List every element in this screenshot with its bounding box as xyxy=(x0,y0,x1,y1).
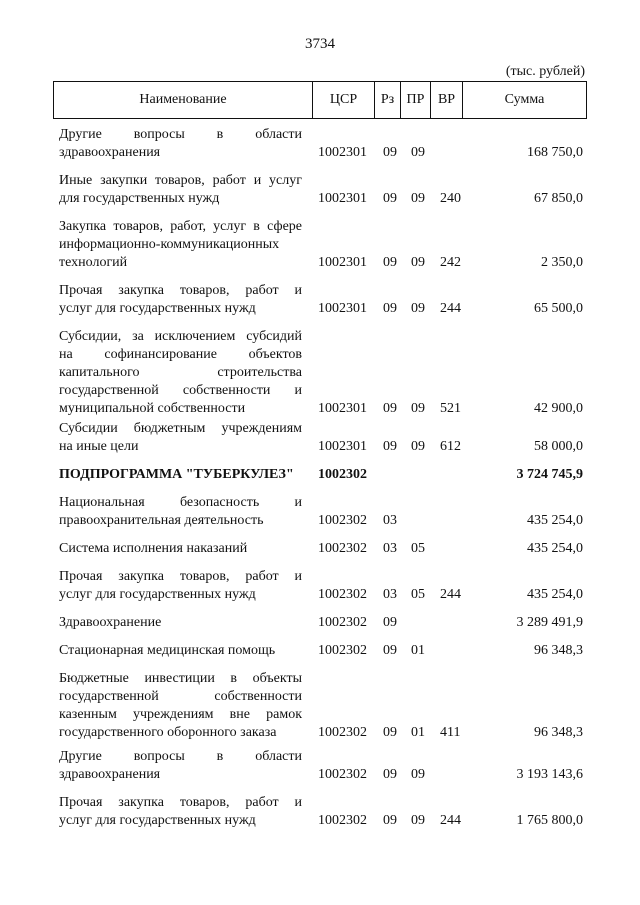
row-sum: 96 348,3 xyxy=(534,643,583,658)
row-sum: 58 000,0 xyxy=(534,439,583,454)
row-csr: 1002301 xyxy=(318,401,367,416)
row-sum: 67 850,0 xyxy=(534,191,583,206)
row-pr: 09 xyxy=(411,301,425,316)
table-row xyxy=(0,126,640,162)
row-name-line: здравоохранения xyxy=(59,767,161,782)
row-name xyxy=(59,540,302,558)
row-rz: 09 xyxy=(383,725,397,740)
row-name-line: ПОДПРОГРАММА "ТУБЕРКУЛЕЗ" xyxy=(59,467,294,482)
table-row xyxy=(0,642,640,660)
table-row xyxy=(0,420,640,456)
row-name-line: Субсидии бюджетным учреждениям xyxy=(59,421,302,436)
row-sum: 168 750,0 xyxy=(527,145,583,160)
row-vr: 242 xyxy=(440,255,461,270)
row-name-line: здравоохранения xyxy=(59,145,161,160)
row-sum: 3 289 491,9 xyxy=(516,615,583,630)
column-header-sum: Сумма xyxy=(463,82,587,119)
row-sum: 3 724 745,9 xyxy=(516,467,583,482)
row-sum: 435 254,0 xyxy=(527,541,583,556)
row-rz: 09 xyxy=(383,145,397,160)
row-name-line: правоохранительная деятельность xyxy=(59,513,264,528)
row-name-line: государственной собственности и xyxy=(59,383,302,398)
row-name xyxy=(59,794,302,830)
row-name-line: Иные закупки товаров, работ и услуг xyxy=(59,173,302,188)
row-name xyxy=(59,748,302,784)
column-header-name: Наименование xyxy=(54,82,313,119)
table-row xyxy=(0,282,640,318)
row-pr: 09 xyxy=(411,191,425,206)
row-pr: 05 xyxy=(411,587,425,602)
row-name-line: Закупка товаров, работ, услуг в сфере xyxy=(59,219,302,234)
row-name xyxy=(59,642,302,660)
row-csr: 1002301 xyxy=(318,145,367,160)
row-pr: 09 xyxy=(411,439,425,454)
row-name xyxy=(59,568,302,604)
column-header-csr: ЦСР xyxy=(313,82,375,119)
row-csr: 1002302 xyxy=(318,541,367,556)
table-row xyxy=(0,494,640,530)
row-name xyxy=(59,494,302,530)
table-row xyxy=(0,172,640,208)
row-name-line: государственного оборонного заказа xyxy=(59,725,277,740)
row-name-line: Субсидии, за исключением субсидий xyxy=(59,329,302,344)
row-rz: 09 xyxy=(383,643,397,658)
row-name xyxy=(59,282,302,318)
row-pr: 09 xyxy=(411,813,425,828)
row-sum: 42 900,0 xyxy=(534,401,583,416)
row-rz: 09 xyxy=(383,615,397,630)
row-csr: 1002301 xyxy=(318,255,367,270)
row-csr: 1002302 xyxy=(318,587,367,602)
row-name-line: Другие вопросы в области xyxy=(59,127,302,142)
row-name-line: Бюджетные инвестиции в объекты xyxy=(59,671,302,686)
row-name-line: на софинансирование объектов xyxy=(59,347,302,362)
row-sum: 435 254,0 xyxy=(527,587,583,602)
row-sum: 1 765 800,0 xyxy=(516,813,583,828)
table-header xyxy=(53,81,587,119)
row-name-line: Другие вопросы в области xyxy=(59,749,302,764)
row-vr: 244 xyxy=(440,301,461,316)
row-rz: 09 xyxy=(383,401,397,416)
row-name-line: информационно-коммуникационных xyxy=(59,237,280,252)
row-name xyxy=(59,126,302,162)
row-name xyxy=(59,172,302,208)
row-name xyxy=(59,328,302,418)
row-rz: 09 xyxy=(383,439,397,454)
row-pr: 09 xyxy=(411,401,425,416)
row-name-line: Прочая закупка товаров, работ и xyxy=(59,283,302,298)
row-name-line: муниципальной собственности xyxy=(59,401,246,416)
row-csr: 1002302 xyxy=(318,643,367,658)
table-row xyxy=(0,670,640,742)
column-header-pr: ПР xyxy=(401,82,431,119)
row-name xyxy=(59,614,302,632)
row-name-line: Прочая закупка товаров, работ и xyxy=(59,795,302,810)
row-sum: 2 350,0 xyxy=(541,255,583,270)
table-row xyxy=(0,466,640,484)
row-rz: 03 xyxy=(383,541,397,556)
row-name-line: Система исполнения наказаний xyxy=(59,541,248,556)
table-row xyxy=(0,540,640,558)
row-pr: 01 xyxy=(411,643,425,658)
row-name-line: Стационарная медицинская помощь xyxy=(59,643,276,658)
row-vr: 244 xyxy=(440,813,461,828)
row-csr: 1002301 xyxy=(318,301,367,316)
row-csr: 1002302 xyxy=(318,725,367,740)
row-csr: 1002301 xyxy=(318,191,367,206)
row-name xyxy=(59,670,302,742)
row-sum: 435 254,0 xyxy=(527,513,583,528)
row-csr: 1002302 xyxy=(318,513,367,528)
row-vr: 521 xyxy=(440,401,461,416)
row-pr: 09 xyxy=(411,255,425,270)
row-vr: 411 xyxy=(440,725,461,740)
row-name-line: Здравоохранение xyxy=(59,615,162,630)
row-rz: 09 xyxy=(383,191,397,206)
row-name-line: технологий xyxy=(59,255,128,270)
table-row xyxy=(0,794,640,830)
table-row xyxy=(0,614,640,632)
table-row xyxy=(0,218,640,272)
row-name-line: казенным учреждениям вне рамок xyxy=(59,707,302,722)
row-rz: 03 xyxy=(383,587,397,602)
row-name-line: капитального строительства xyxy=(59,365,302,380)
row-csr: 1002302 xyxy=(318,813,367,828)
row-pr: 01 xyxy=(411,725,425,740)
row-vr: 244 xyxy=(440,587,461,602)
row-sum: 3 193 143,6 xyxy=(516,767,583,782)
row-name xyxy=(59,218,302,272)
row-csr: 1002301 xyxy=(318,439,367,454)
row-pr: 09 xyxy=(411,767,425,782)
row-name-line: Прочая закупка товаров, работ и xyxy=(59,569,302,584)
column-header-vr: ВР xyxy=(431,82,463,119)
row-rz: 03 xyxy=(383,513,397,528)
row-name-line: услуг для государственных нужд xyxy=(59,813,256,828)
row-sum: 65 500,0 xyxy=(534,301,583,316)
table-row xyxy=(0,568,640,604)
row-rz: 09 xyxy=(383,301,397,316)
row-name-line: государственной собственности xyxy=(59,689,302,704)
row-rz: 09 xyxy=(383,767,397,782)
row-rz: 09 xyxy=(383,255,397,270)
row-name-line: услуг для государственных нужд xyxy=(59,301,256,316)
column-header-rz: Рз xyxy=(375,82,401,119)
row-csr: 1002302 xyxy=(318,467,367,482)
row-vr: 240 xyxy=(440,191,461,206)
units-label: (тыс. рублей) xyxy=(505,64,585,79)
table-row xyxy=(0,328,640,418)
row-pr: 05 xyxy=(411,541,425,556)
row-vr: 612 xyxy=(440,439,461,454)
row-csr: 1002302 xyxy=(318,767,367,782)
row-name-line: для государственных нужд xyxy=(59,191,220,206)
row-name-line: на иные цели xyxy=(59,439,139,454)
row-name-line: Национальная безопасность и xyxy=(59,495,302,510)
row-name-line: услуг для государственных нужд xyxy=(59,587,256,602)
row-name xyxy=(59,420,302,456)
page-number: 3734 xyxy=(305,36,335,52)
row-name xyxy=(59,466,302,484)
row-sum: 96 348,3 xyxy=(534,725,583,740)
row-pr: 09 xyxy=(411,145,425,160)
table-row xyxy=(0,748,640,784)
row-rz: 09 xyxy=(383,813,397,828)
row-csr: 1002302 xyxy=(318,615,367,630)
